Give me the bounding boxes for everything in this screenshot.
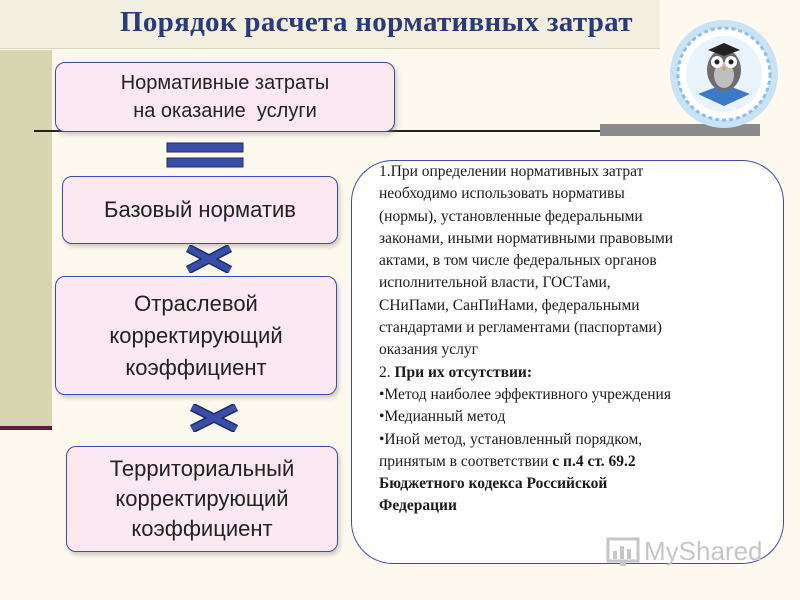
normative-costs-box	[55, 62, 395, 132]
chart-icon	[606, 537, 640, 567]
info-line: законами, иными нормативными правовыми	[379, 229, 674, 247]
info-line: стандартами и регламентами (паспортами)	[379, 319, 662, 337]
base-normative-box	[62, 176, 338, 244]
watermark	[606, 536, 763, 567]
left-decor-band	[0, 50, 52, 426]
territorial-coefficient-line-3: коэффициент	[131, 516, 273, 541]
slide-title: Порядок расчета нормативных затрат	[120, 6, 633, 38]
info-bullet-1: •Метод наиболее эффективного учреждения	[379, 385, 671, 403]
info-item-2	[379, 362, 774, 384]
territorial-coefficient-line-1: Территориальный	[109, 456, 295, 481]
info-bullet-3-line-2	[379, 451, 774, 473]
info-bullet-3-line-1: •Иной метод, установленный порядком,	[379, 430, 643, 448]
info-bullet-3-line-3: Бюджетного кодекса Российской	[379, 475, 608, 493]
info-line: 1.При определении нормативных затрат	[379, 163, 644, 180]
info-bullet-3-line-4: Федерации	[379, 497, 457, 515]
info-bullet-3-text: принятым в соответствии	[379, 452, 553, 470]
multiply-icon	[186, 245, 232, 273]
info-line: оказания услуг	[379, 341, 478, 359]
sector-coefficient-box	[55, 276, 337, 395]
left-decor-line	[0, 426, 52, 430]
multiply-icon	[190, 404, 238, 432]
info-item-2-prefix: 2.	[379, 363, 395, 381]
info-item-2-heading: При их отсутствии:	[394, 363, 533, 381]
info-line: (нормы), установленные федеральными	[379, 207, 643, 225]
info-bullet-2: •Медианный метод	[379, 408, 506, 426]
watermark-text: MyShared	[644, 536, 763, 566]
sector-coefficient-line-1: Отраслевой	[134, 290, 258, 316]
info-line: исполнительной власти, ГОСТами,	[379, 274, 611, 292]
base-normative-label: Базовый норматив	[104, 197, 296, 222]
territorial-coefficient-line-2: корректирующий	[115, 486, 289, 511]
info-text	[379, 161, 774, 518]
info-line: актами, в том числе федеральных органов	[379, 252, 657, 270]
sector-coefficient-line-3: коэффициент	[125, 354, 267, 380]
info-line: необходимо использовать нормативы	[379, 185, 625, 203]
territorial-coefficient-box	[66, 446, 338, 552]
equals-icon	[166, 141, 244, 169]
title-bar	[0, 0, 660, 49]
normative-costs-line-1: Нормативные затраты	[120, 72, 330, 94]
sector-coefficient-line-2: корректирующий	[109, 322, 283, 348]
info-line: СНиПами, СанПиНами, федеральными	[379, 296, 640, 314]
info-panel	[351, 160, 784, 564]
normative-costs-line-2: на оказание услуги	[133, 100, 317, 122]
info-bullet-3-bold: с п.4 ст. 69.2	[552, 452, 636, 470]
owl-emblem-logo	[668, 18, 780, 130]
